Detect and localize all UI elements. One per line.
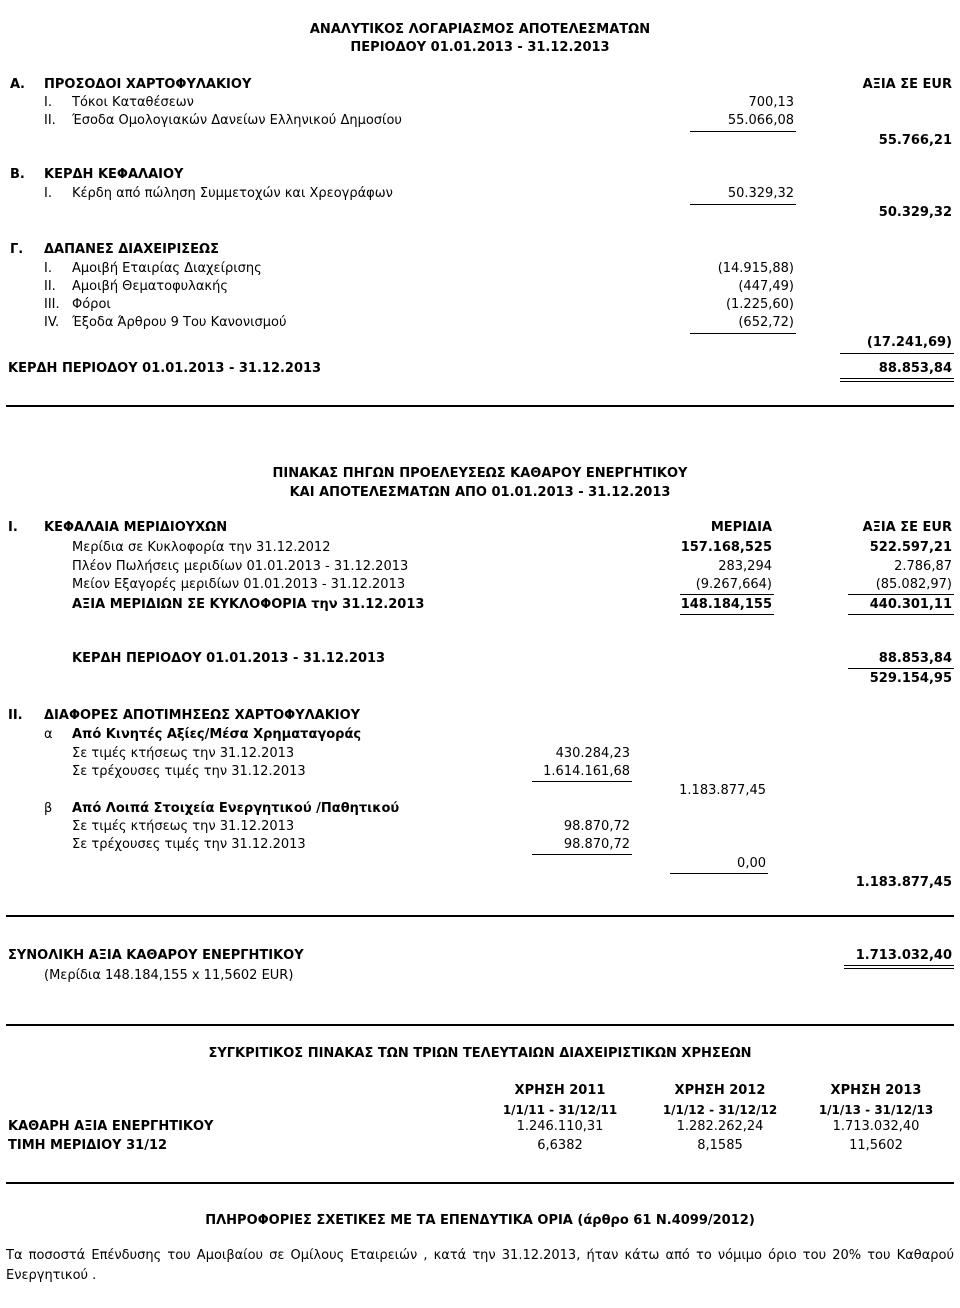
section-b-item-value: 50.329,32	[727, 186, 794, 201]
double-underline	[840, 381, 954, 382]
underline	[848, 668, 954, 669]
separator	[6, 1024, 954, 1026]
comparison-year: ΧΡΗΣΗ 2011	[514, 1083, 606, 1098]
comparison-period: 1/1/12 - 31/12/12	[662, 1103, 778, 1117]
underline	[848, 594, 954, 595]
capital-row-value: 522.597,21	[869, 540, 952, 555]
comparison-year: ΧΡΗΣΗ 2012	[674, 1083, 766, 1098]
comparison-cell: 8,1585	[697, 1138, 743, 1153]
section-c-letter: Γ.	[10, 242, 24, 257]
valuation-a-cost-value: 430.284,23	[555, 746, 630, 761]
sources-profit-label: ΚΕΡΔΗ ΠΕΡΙΟΔΟΥ 01.01.2013 - 31.12.2013	[72, 651, 386, 666]
valuation-b-current-value: 98.870,72	[563, 837, 630, 852]
capital-title: ΚΕΦΑΛΑΙΑ ΜΕΡΙΔΙΟΥΧΩΝ	[44, 520, 228, 535]
profit-label: ΚΕΡΔΗ ΠΕΡΙΟΔΟΥ 01.01.2013 - 31.12.2013	[8, 361, 322, 376]
capital-row-value: (85.082,97)	[875, 577, 952, 592]
underline	[680, 614, 774, 615]
valuation-a-letter: α	[44, 727, 53, 742]
section-a-item-value: 700,13	[748, 95, 794, 110]
section-c-title: ΔΑΠΑΝΕΣ ΔΙΑΧΕΙΡΙΣΕΩΣ	[44, 242, 219, 257]
comparison-year: ΧΡΗΣΗ 2013	[830, 1083, 922, 1098]
section-a-item-label: Έσοδα Ομολογιακών Δανείων Ελληνικού Δημοσίου	[72, 113, 402, 128]
section-a-item-label: Τόκοι Καταθέσεων	[72, 95, 194, 110]
capital-row-units: (9.267,664)	[695, 577, 772, 592]
valuation-b-title: Από Λοιπά Στοιχεία Ενεργητικού /Παθητικού	[72, 801, 400, 816]
limits-text: Τα ποσοστά Επένδυσης του Αμοιβαίου σε Ομίλους Εταιρειών , κατά την 31.12.2013, ήταν κάτω από το νόμιμο όριο του 20% του Καθαρού Ενεργητικού .	[6, 1248, 954, 1283]
section-c-item-label: Φόροι	[72, 297, 111, 312]
section-c-item-value: (652,72)	[738, 315, 794, 330]
section-c-item-label: Αμοιβή Θεματοφυλακής	[72, 279, 228, 294]
valuation-b-cost-label: Σε τιμές κτήσεως την 31.12.2013	[72, 819, 295, 834]
valuation-total: 1.183.877,45	[855, 875, 952, 890]
valuation-a-current-value: 1.614.161,68	[543, 764, 630, 779]
capital-row-label: Πλέον Πωλήσεις μεριδίων 01.01.2013 - 31.12.2013	[72, 559, 409, 574]
sources-profit-value: 88.853,84	[878, 651, 952, 666]
section-b-item-label: Κέρδη από πώληση Συμμετοχών και Χρεογράφων	[72, 186, 393, 201]
limits-title: ΠΛΗΡΟΦΟΡΙΕΣ ΣΧΕΤΙΚΕΣ ΜΕ ΤΑ ΕΠΕΝΔΥΤΙΚΑ ΟΡΙΑ (άρθρο 61 Ν.4099/2012)	[205, 1213, 755, 1228]
section-b-letter: Β.	[10, 167, 25, 182]
profit-value: 88.853,84	[878, 361, 952, 376]
separator	[6, 1182, 954, 1184]
section-c-item-num: IV.	[44, 315, 60, 330]
underline	[532, 854, 632, 855]
comparison-period: 1/1/13 - 31/12/13	[818, 1103, 934, 1117]
valuation-b-letter: β	[44, 801, 53, 816]
section-b-title: ΚΕΡΔΗ ΚΕΦΑΛΑΙΟΥ	[44, 167, 184, 182]
valuation-title: ΔΙΑΦΟΡΕΣ ΑΠΟΤΙΜΗΣΕΩΣ ΧΑΡΤΟΦΥΛΑΚΙΟΥ	[44, 708, 361, 723]
underline	[532, 781, 632, 782]
separator	[6, 915, 954, 917]
valuation-a-difference: 1.183.877,45	[679, 783, 766, 798]
nav-note: (Μερίδια 148.184,155 x 11,5602 EUR)	[44, 968, 294, 983]
report-title-line2: ΠΕΡΙΟΔΟΥ 01.01.2013 - 31.12.2013	[350, 40, 610, 55]
comparison-row-label: ΤΙΜΗ ΜΕΡΙΔΙΟΥ 31/12	[8, 1138, 168, 1153]
separator	[6, 405, 954, 407]
valuation-b-cost-value: 98.870,72	[563, 819, 630, 834]
section-a-title: ΠΡΟΣΟΔΟΙ ΧΑΡΤΟΦΥΛΑΚΙΟΥ	[44, 77, 252, 92]
capital-row-value: 2.786,87	[894, 559, 952, 574]
section-c-item-num: III.	[44, 297, 60, 312]
underline	[680, 594, 774, 595]
section-c-item-label: Αμοιβή Εταιρίας Διαχείρισης	[72, 261, 262, 276]
section-a-letter: Α.	[10, 77, 25, 92]
section-c-item-value: (14.915,88)	[717, 261, 794, 276]
units-header: ΜΕΡΙΔΙΑ	[710, 520, 772, 535]
nav-value: 1.713.032,40	[855, 948, 952, 963]
valuation-num: II.	[8, 708, 23, 723]
valuation-a-cost-label: Σε τιμές κτήσεως την 31.12.2013	[72, 746, 295, 761]
capital-row-units: 157.168,525	[680, 540, 772, 555]
capital-total-label: ΑΞΙΑ ΜΕΡΙΔΙΩΝ ΣΕ ΚΥΚΛΟΦΟΡΙΑ την 31.12.2013	[72, 597, 425, 612]
section-c-item-num: I.	[44, 261, 52, 276]
valuation-b-current-label: Σε τρέχουσες τιμές την 31.12.2013	[72, 837, 306, 852]
double-underline	[844, 965, 954, 966]
capital-total-value: 440.301,11	[869, 597, 952, 612]
underline	[690, 333, 796, 334]
comparison-cell: 1.246.110,31	[516, 1119, 604, 1134]
double-underline	[844, 968, 954, 969]
section-c-total: (17.241,69)	[866, 335, 952, 350]
comparison-period: 1/1/11 - 31/12/11	[502, 1103, 618, 1117]
sources-title-line2: ΚΑΙ ΑΠΟΤΕΛΕΣΜΑΤΩΝ ΑΠΟ 01.01.2013 - 31.12.2013	[289, 485, 671, 500]
report-title-line1: ΑΝΑΛΥΤΙΚΟΣ ΛΟΓΑΡΙΑΣΜΟΣ ΑΠΟΤΕΛΕΣΜΑΤΩΝ	[309, 22, 651, 37]
capital-num: I.	[8, 520, 18, 535]
double-underline	[840, 378, 954, 379]
capital-total-units: 148.184,155	[680, 597, 772, 612]
underline	[690, 131, 796, 132]
valuation-a-title: Από Κινητές Αξίες/Μέσα Χρηματαγοράς	[72, 727, 362, 742]
value-header: ΑΞΙΑ ΣΕ EUR	[862, 77, 952, 92]
section-c-item-value: (447,49)	[738, 279, 794, 294]
underline	[840, 353, 954, 354]
section-c-item-value: (1.225,60)	[725, 297, 794, 312]
section-c-item-num: II.	[44, 279, 56, 294]
nav-label: ΣΥΝΟΛΙΚΗ ΑΞΙΑ ΚΑΘΑΡΟΥ ΕΝΕΡΓΗΤΙΚΟΥ	[8, 948, 304, 963]
comparison-cell: 11,5602	[849, 1138, 903, 1153]
comparison-cell: 1.713.032,40	[832, 1119, 920, 1134]
capital-row-label: Μερίδια σε Κυκλοφορία την 31.12.2012	[72, 540, 331, 555]
valuation-b-difference: 0,00	[737, 856, 766, 871]
section-a-item-num: II.	[44, 113, 56, 128]
sources-title-line1: ΠΙΝΑΚΑΣ ΠΗΓΩΝ ΠΡΟΕΛΕΥΣΕΩΣ ΚΑΘΑΡΟΥ ΕΝΕΡΓΗΤΙΚΟΥ	[272, 466, 688, 481]
capital-row-label: Μείον Εξαγορές μεριδίων 01.01.2013 - 31.12.2013	[72, 577, 406, 592]
section-a-item-value: 55.066,08	[727, 113, 794, 128]
underline	[670, 873, 768, 874]
valuation-a-current-label: Σε τρέχουσες τιμές την 31.12.2013	[72, 764, 306, 779]
comparison-row-label: ΚΑΘΑΡΗ ΑΞΙΑ ΕΝΕΡΓΗΤΙΚΟΥ	[8, 1119, 214, 1134]
comparison-cell: 1.282.262,24	[676, 1119, 764, 1134]
section-b-item-num: I.	[44, 186, 52, 201]
capital-row-units: 283,294	[718, 559, 772, 574]
section-a-item-num: I.	[44, 95, 52, 110]
comparison-title: ΣΥΓΚΡΙΤΙΚΟΣ ΠΙΝΑΚΑΣ ΤΩΝ ΤΡΙΩΝ ΤΕΛΕΥΤΑΙΩΝ ΔΙΑΧΕΙΡΙΣΤΙΚΩΝ ΧΡΗΣΕΩΝ	[208, 1046, 752, 1061]
section-c-item-label: Έξοδα Άρθρου 9 Του Κανονισμού	[72, 315, 287, 330]
sources-subtotal: 529.154,95	[869, 671, 952, 686]
underline	[848, 614, 954, 615]
comparison-cell: 6,6382	[537, 1138, 583, 1153]
section-b-total: 50.329,32	[878, 205, 952, 220]
section-a-total: 55.766,21	[878, 133, 952, 148]
value-header: ΑΞΙΑ ΣΕ EUR	[862, 520, 952, 535]
